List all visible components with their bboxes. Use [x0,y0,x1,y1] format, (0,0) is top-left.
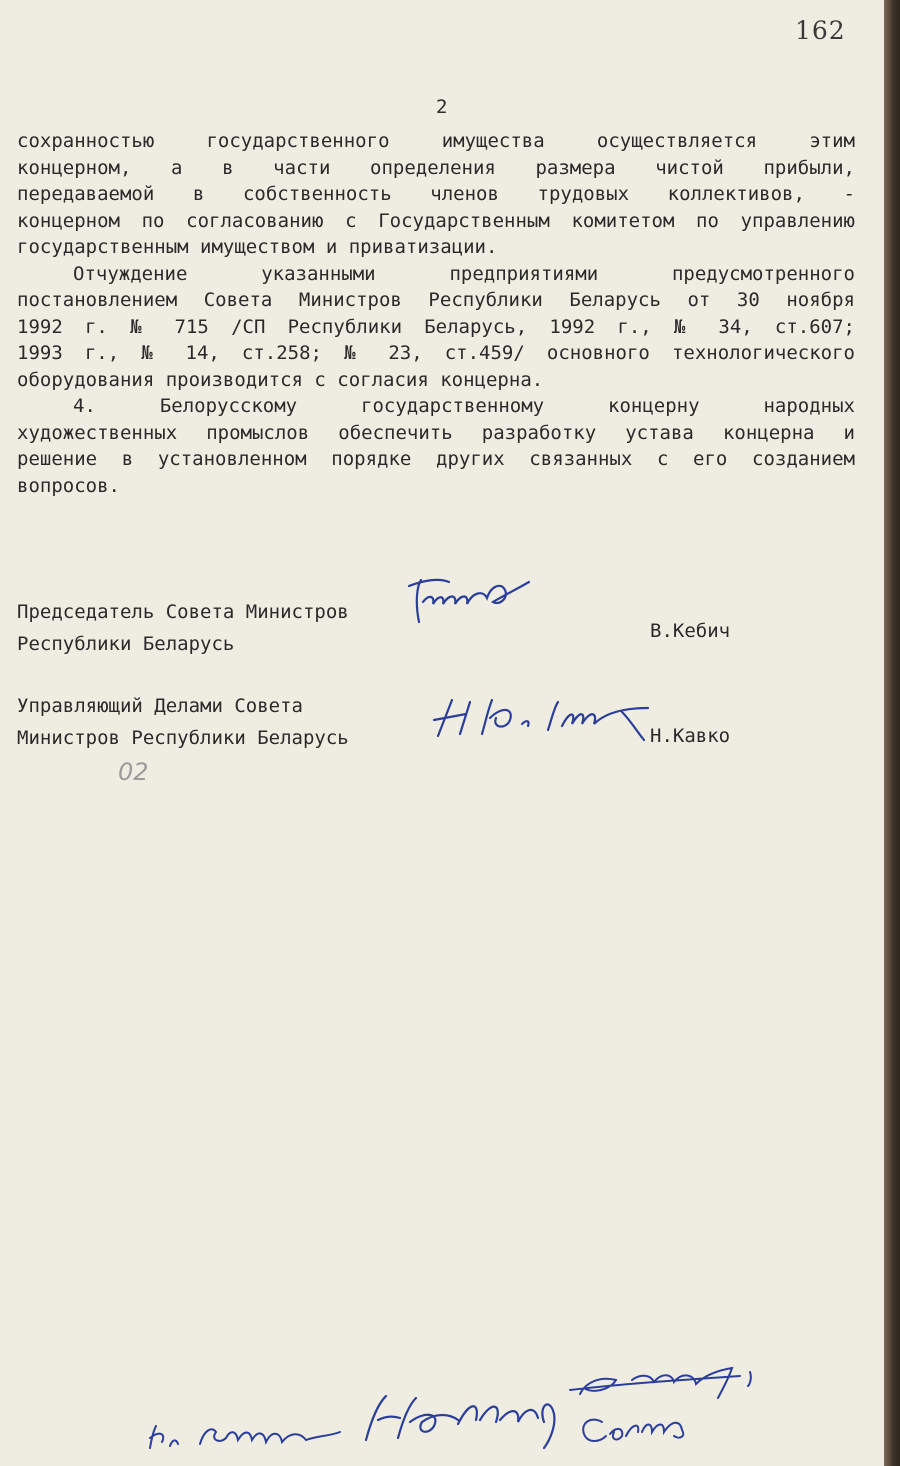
signatory-title-administrator [17,690,349,754]
body-line: концерном, а в части определения размера чистой прибыли, [17,156,855,179]
body-line: постановлением Совета Министров Республики Беларусь от 30 ноября [17,289,855,311]
body-line: оборудования производится с согласия концерна. [17,368,544,391]
body-line: концерном по согласованию с Государственным комитетом по управлению [17,209,855,232]
page-edge-shadow [884,0,900,1466]
signatory-name-kavko: Н.Кавко [650,725,731,747]
signatory-title-line: Министров Республики Беларусь [17,727,349,749]
handwritten-signature-kebich [405,572,545,632]
body-line: решение в установленном порядке других связанных с его созданием [17,448,855,470]
body-line: передаваемой в собственность членов трудовых коллективов, - [17,183,855,205]
body-line: 4. Белорусскому государственному концерну народных [73,395,855,417]
archive-page-number: 162 [795,16,846,45]
signatory-name-kebich: В.Кебич [650,620,731,642]
page-number: 2 [436,96,448,118]
body-line: Отчуждение указанными предприятиями предусмотренного [73,262,855,285]
body-line: художественных промыслов обеспечить разработку устава концерна и [17,421,855,444]
body-line: 1993 г., № 14, ст.258; № 23, ст.459/ основного технологического [17,342,855,364]
signatory-title-line: Республики Беларусь [17,633,235,655]
body-line: вопросов. [17,474,120,497]
signatory-title-line: Председатель Совета Министров [17,601,349,623]
signatory-title-chairman [17,596,349,660]
body-line: сохранностью государственного имущества осуществляется этим [17,130,855,152]
margin-pencil-mark: 02 [118,758,149,786]
handwritten-approval-notes [140,1360,790,1460]
handwritten-signature-kavko [430,690,660,752]
body-text [17,128,855,499]
body-line: государственным имуществом и приватизации. [17,236,498,258]
signatory-title-line: Управляющий Делами Совета [17,695,303,717]
body-line: 1992 г. № 715 /СП Республики Беларусь, 1992 г., № 34, ст.607; [17,315,855,338]
